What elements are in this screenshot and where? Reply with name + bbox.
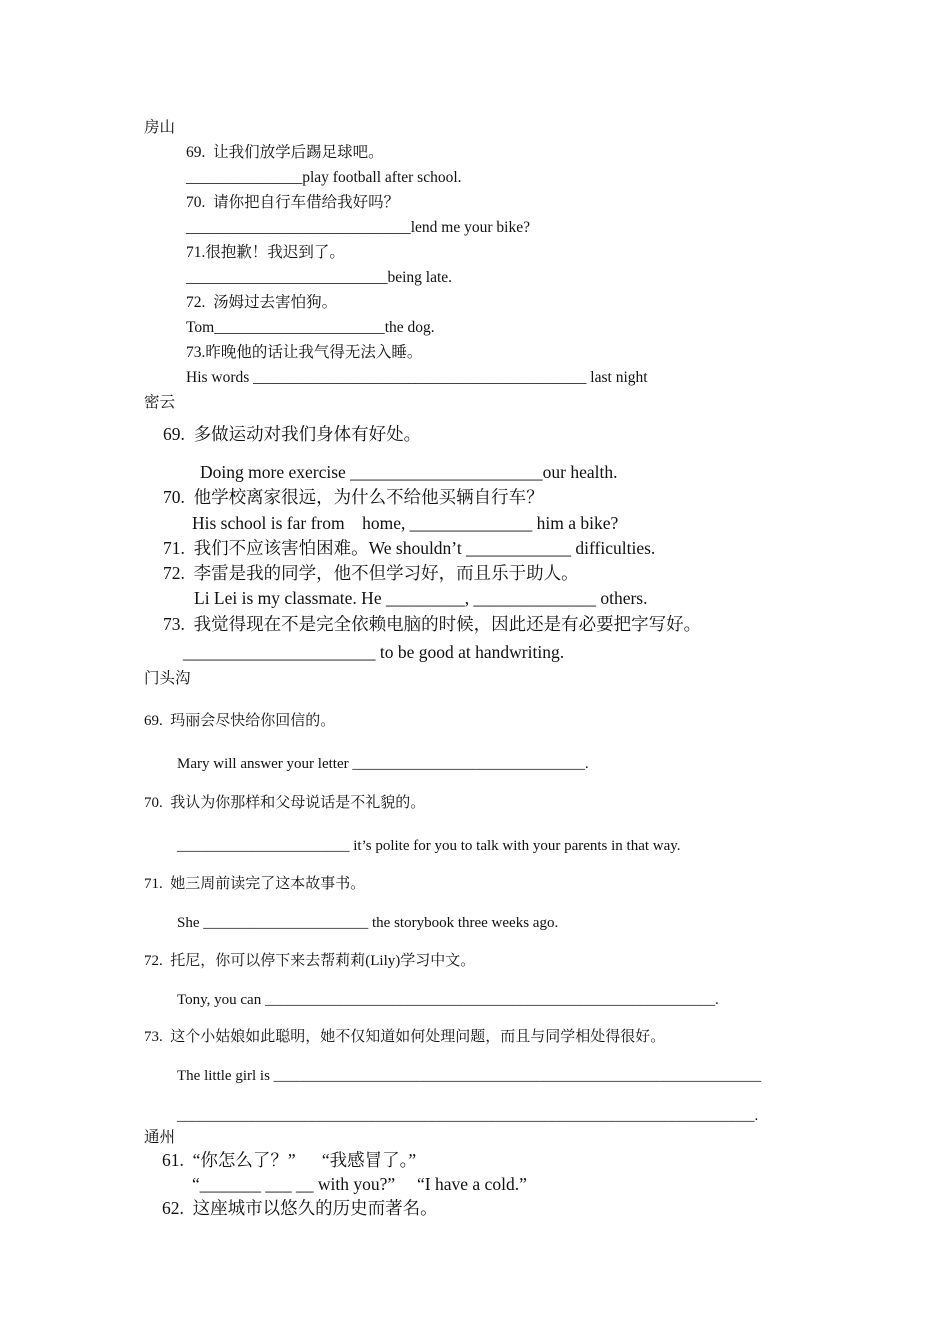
region-heading-fangshan: 房山 [144,119,176,136]
question-73-english-continued: _____________________________________________________________________________. [177,1108,759,1124]
question-72-chinese: 72. 托尼，你可以停下来去帮莉莉(Lily)学习中文。 [144,953,476,969]
question-72-english: Tony, you can ____________________________________________________________. [177,992,719,1008]
question-70-english: _____________________________lend me your bike? [186,219,530,236]
question-69-english: _______________play football after school. [186,169,462,186]
question-70-english: _______________________ it’s polite for you to talk with your parents in that way. [177,838,681,854]
region-heading-tongzhou: 通州 [144,1129,176,1146]
question-69-english: Mary will answer your letter _______________________________. [177,756,589,772]
question-73-english: ______________________ to be good at handwriting. [183,642,565,662]
question-72-english: Li Lei is my classmate. He _________, ______________ others. [194,588,648,608]
region-heading-miyun: 密云 [144,394,176,411]
question-73-english: The little girl is _________________________________________________________________ [177,1068,762,1084]
question-71-chinese: 71. 她三周前读完了这本故事书。 [144,876,366,892]
question-72-english: Tom______________________the dog. [186,319,435,336]
region-heading-mentougou: 门头沟 [144,670,191,687]
question-71-english: __________________________being late. [186,269,453,286]
question-71: 71. 我们不应该害怕困难。We shouldn’t ____________ difficulties. [163,538,656,558]
question-73-chinese: 73. 这个小姑娘如此聪明，她不仅知道如何处理问题，而且与同学相处得很好。 [144,1029,666,1045]
question-73-english: His words ___________________________________________ last night [186,369,648,386]
question-71-chinese: 71.很抱歉！我迟到了。 [186,244,345,261]
question-70-english: His school is far from home, ______________ him a bike? [192,513,619,533]
question-70-chinese: 70. 请你把自行车借给我好吗？ [186,194,400,211]
question-70-chinese: 70. 他学校离家很远，为什么不给他买辆自行车？ [163,487,544,507]
question-70-chinese: 70. 我认为你那样和父母说话是不礼貌的。 [144,795,426,811]
question-69-chinese: 69. 多做运动对我们身体有好处。 [163,424,422,444]
question-73-chinese: 73. 我觉得现在不是完全依赖电脑的时候，因此还是有必要把字写好。 [163,614,702,634]
question-72-chinese: 72. 李雷是我的同学，他不但学习好，而且乐于助人。 [163,563,579,583]
question-62-chinese: 62. 这座城市以悠久的历史而著名。 [162,1198,438,1218]
question-69-english: Doing more exercise ______________________our health. [200,462,618,482]
question-69-chinese: 69. 让我们放学后踢足球吧。 [186,144,384,161]
question-73-chinese: 73.昨晚他的话让我气得无法入睡。 [186,344,423,361]
question-72-chinese: 72. 汤姆过去害怕狗。 [186,294,338,311]
question-69-chinese: 69. 玛丽会尽快给你回信的。 [144,713,336,729]
question-71-english: She ______________________ the storybook three weeks ago. [177,915,559,931]
question-61-english: “_______ ___ __ with you?” “I have a cold.” [192,1174,527,1194]
question-61-chinese: 61. “你怎么了？” “我感冒了。” [162,1150,417,1170]
